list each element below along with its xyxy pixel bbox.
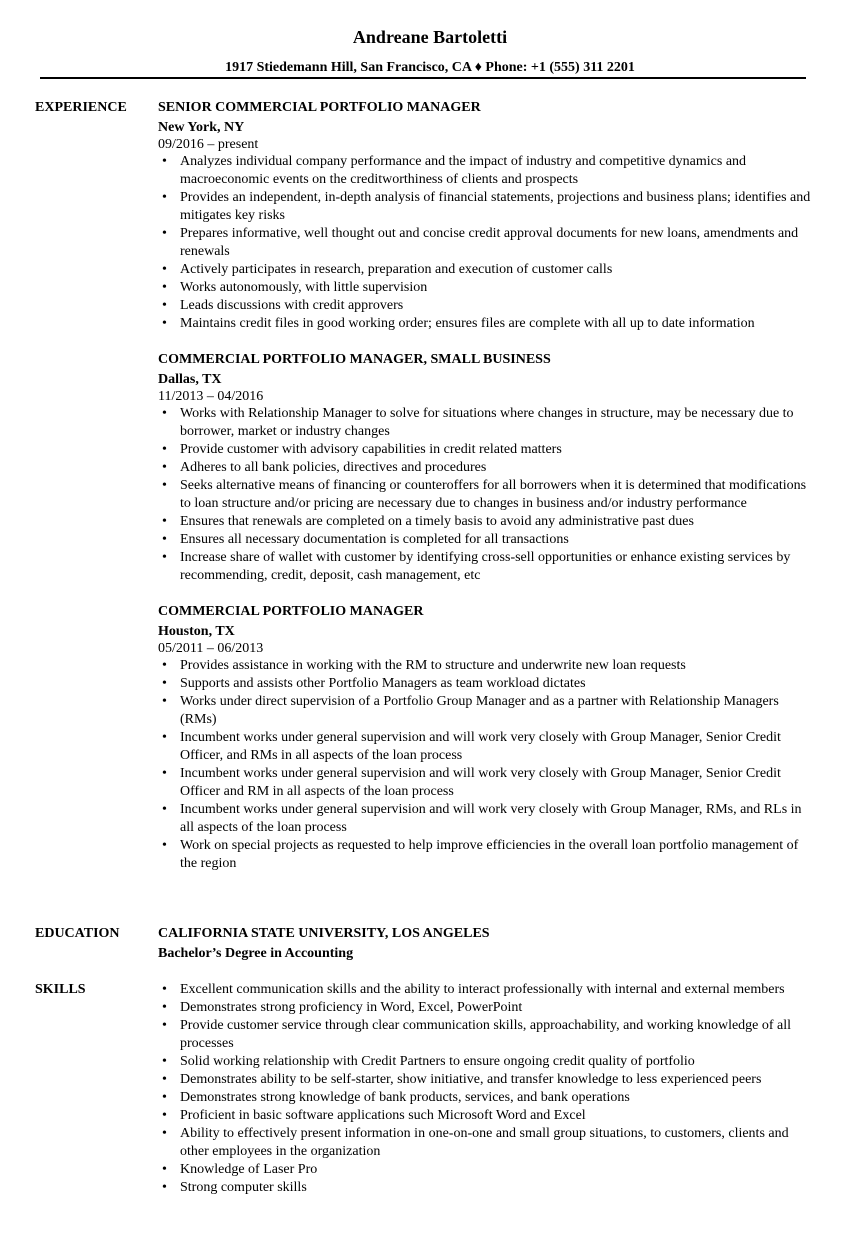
skill-item [158, 981, 818, 999]
bullet-text: Provides assistance in working with the RM to structure and underwrite new loan requests [180, 658, 686, 673]
bullet-icon: • [162, 1180, 167, 1195]
bullet-icon: • [162, 658, 167, 673]
bullet-text: Incumbent works under general supervision and will work very closely with Group Manager, RMs, and RLs in all aspects of the loan process [180, 802, 802, 835]
bullet-icon: • [162, 532, 167, 547]
bullet-text: Ensures all necessary documentation is completed for all transactions [180, 532, 569, 547]
bullet-icon: • [162, 280, 167, 295]
bullet-icon: • [162, 1108, 167, 1123]
skill-text: Strong computer skills [180, 1180, 307, 1195]
bullet-text: Prepares informative, well thought out and concise credit approval documents for new loans, amendments and renewals [180, 226, 799, 259]
skills-label: SKILLS [35, 982, 86, 997]
bullet-icon: • [162, 316, 167, 331]
bullet-icon: • [162, 676, 167, 691]
skill-item [158, 1017, 818, 1053]
bullet-text: Works under direct supervision of a Portfolio Group Manager and as a partner with Relationship Managers (RMs) [180, 694, 779, 727]
bullet-item [158, 693, 818, 729]
skill-item [158, 1089, 818, 1107]
bullet-item [158, 513, 818, 531]
bullet-item [158, 261, 818, 279]
bullet-icon: • [162, 226, 167, 241]
bullet-item [158, 657, 818, 675]
bullet-text: Works with Relationship Manager to solve for situations where changes in structure, may be necessary due to borrower, market or industry changes [180, 406, 794, 439]
bullet-text: Increase share of wallet with customer by identifying cross-sell opportunities or enhance existing services by recommending, credit, deposit, cash management, etc [180, 550, 791, 583]
bullet-item [158, 153, 818, 189]
bullet-icon: • [162, 460, 167, 475]
skill-text: Knowledge of Laser Pro [180, 1162, 318, 1177]
bullet-icon: • [162, 298, 167, 313]
skill-item [158, 1107, 818, 1125]
bullet-icon: • [162, 262, 167, 277]
bullet-icon: • [162, 838, 167, 853]
bullet-icon: • [162, 1162, 167, 1177]
bullet-icon: • [162, 154, 167, 169]
job-entry [158, 603, 818, 873]
skill-text: Demonstrates strong proficiency in Word, Excel, PowerPoint [180, 1000, 523, 1015]
bullet-text: Adheres to all bank policies, directives and procedures [180, 460, 487, 475]
bullet-icon: • [162, 802, 167, 817]
bullet-item [158, 549, 818, 585]
bullet-icon: • [162, 1054, 167, 1069]
skill-text: Demonstrates ability to be self-starter, show initiative, and transfer knowledge to less experienced peers [180, 1072, 762, 1087]
skill-text: Ability to effectively present information in one-on-one and small group situations, to customers, clients and other employees in the organization [180, 1126, 789, 1159]
bullet-icon: • [162, 1018, 167, 1033]
bullet-text: Ensures that renewals are completed on a timely basis to avoid any administrative past dues [180, 514, 694, 529]
job-title: COMMERCIAL PORTFOLIO MANAGER [158, 604, 424, 619]
job-dates: 11/2013 – 04/2016 [158, 389, 264, 404]
skill-item [158, 1071, 818, 1089]
bullet-icon: • [162, 442, 167, 457]
job-bullets [158, 657, 818, 873]
bullet-item [158, 459, 818, 477]
job-bullets [158, 153, 818, 333]
bullet-item [158, 675, 818, 693]
bullet-icon: • [162, 550, 167, 565]
skills-list [158, 981, 818, 1197]
bullet-icon: • [162, 1090, 167, 1105]
bullet-item [158, 279, 818, 297]
bullet-icon: • [162, 190, 167, 205]
bullet-item [158, 729, 818, 765]
bullet-text: Works autonomously, with little supervision [180, 280, 428, 295]
skill-item [158, 1179, 818, 1197]
skill-text: Proficient in basic software applications such Microsoft Word and Excel [180, 1108, 586, 1123]
education-label: EDUCATION [35, 926, 120, 941]
bullet-icon: • [162, 730, 167, 745]
skill-text: Solid working relationship with Credit Partners to ensure ongoing credit quality of portfolio [180, 1054, 695, 1069]
job-location: Houston, TX [158, 624, 235, 639]
job-title: SENIOR COMMERCIAL PORTFOLIO MANAGER [158, 100, 481, 115]
skills-bullets [158, 981, 818, 1197]
bullet-icon: • [162, 1000, 167, 1015]
bullet-text: Incumbent works under general supervision and will work very closely with Group Manager, Senior Credit Officer, and RMs in all aspects of the loan process [180, 730, 781, 763]
bullet-text: Seeks alternative means of financing or counteroffers for all borrowers when it is determined that modifications to loan structure and/or pricing are necessary due to changes in business and/or industry performance [180, 478, 807, 511]
bullet-text: Provides an independent, in-depth analysis of financial statements, projections and business plans; identifies and mitigates key risks [180, 190, 811, 223]
skill-item [158, 999, 818, 1017]
bullet-icon: • [162, 1072, 167, 1087]
job-location: Dallas, TX [158, 372, 222, 387]
job-entry [158, 99, 818, 333]
bullet-text: Supports and assists other Portfolio Managers as team workload dictates [180, 676, 586, 691]
experience-label: EXPERIENCE [35, 100, 127, 115]
bullet-icon: • [162, 982, 167, 997]
bullet-item [158, 297, 818, 315]
skill-item [158, 1125, 818, 1161]
bullet-icon: • [162, 514, 167, 529]
degree-name: Bachelor’s Degree in Accounting [158, 946, 354, 961]
experience-list [158, 99, 818, 891]
bullet-text: Actively participates in research, preparation and execution of customer calls [180, 262, 613, 277]
bullet-text: Analyzes individual company performance and the impact of industry and competitive dynamics and macroeconomic events on the creditworthiness of clients and prospects [180, 154, 747, 187]
skill-text: Demonstrates strong knowledge of bank products, services, and bank operations [180, 1090, 630, 1105]
bullet-item [158, 801, 818, 837]
bullet-item [158, 405, 818, 441]
job-location: New York, NY [158, 120, 245, 135]
bullet-icon: • [162, 694, 167, 709]
bullet-item [158, 441, 818, 459]
bullet-text: Maintains credit files in good working order; ensures files are complete with all up to date information [180, 316, 755, 331]
bullet-icon: • [162, 478, 167, 493]
job-dates: 09/2016 – present [158, 137, 259, 152]
skill-item [158, 1053, 818, 1071]
candidate-name: Andreane Bartoletti [352, 27, 508, 47]
bullet-item [158, 837, 818, 873]
bullet-icon: • [162, 406, 167, 421]
education-entry [158, 925, 818, 963]
bullet-item [158, 189, 818, 225]
skill-text: Provide customer service through clear communication skills, approachability, and working knowledge of all processes [180, 1018, 792, 1051]
bullet-item [158, 315, 818, 333]
bullet-item [158, 531, 818, 549]
bullet-text: Work on special projects as requested to help improve efficiencies in the overall loan portfolio management of the region [180, 838, 799, 871]
job-entry [158, 351, 818, 585]
bullet-icon: • [162, 766, 167, 781]
job-dates: 05/2011 – 06/2013 [158, 641, 264, 656]
contact-line: 1917 Stiedemann Hill, San Francisco, CA ♦ Phone: +1 (555) 311 2201 [225, 60, 635, 75]
bullet-item [158, 765, 818, 801]
skill-text: Excellent communication skills and the ability to interact professionally with internal and external members [180, 982, 785, 997]
bullet-text: Leads discussions with credit approvers [180, 298, 404, 313]
job-title: COMMERCIAL PORTFOLIO MANAGER, SMALL BUSINESS [158, 352, 551, 367]
school-name: CALIFORNIA STATE UNIVERSITY, LOS ANGELES [158, 926, 490, 941]
bullet-text: Incumbent works under general supervision and will work very closely with Group Manager, Senior Credit Officer and RM in all aspects of the loan process [180, 766, 781, 799]
header-divider [40, 77, 806, 79]
skill-item [158, 1161, 818, 1179]
bullet-icon: • [162, 1126, 167, 1141]
bullet-item [158, 225, 818, 261]
bullet-item [158, 477, 818, 513]
bullet-text: Provide customer with advisory capabilities in credit related matters [180, 442, 562, 457]
job-bullets [158, 405, 818, 585]
